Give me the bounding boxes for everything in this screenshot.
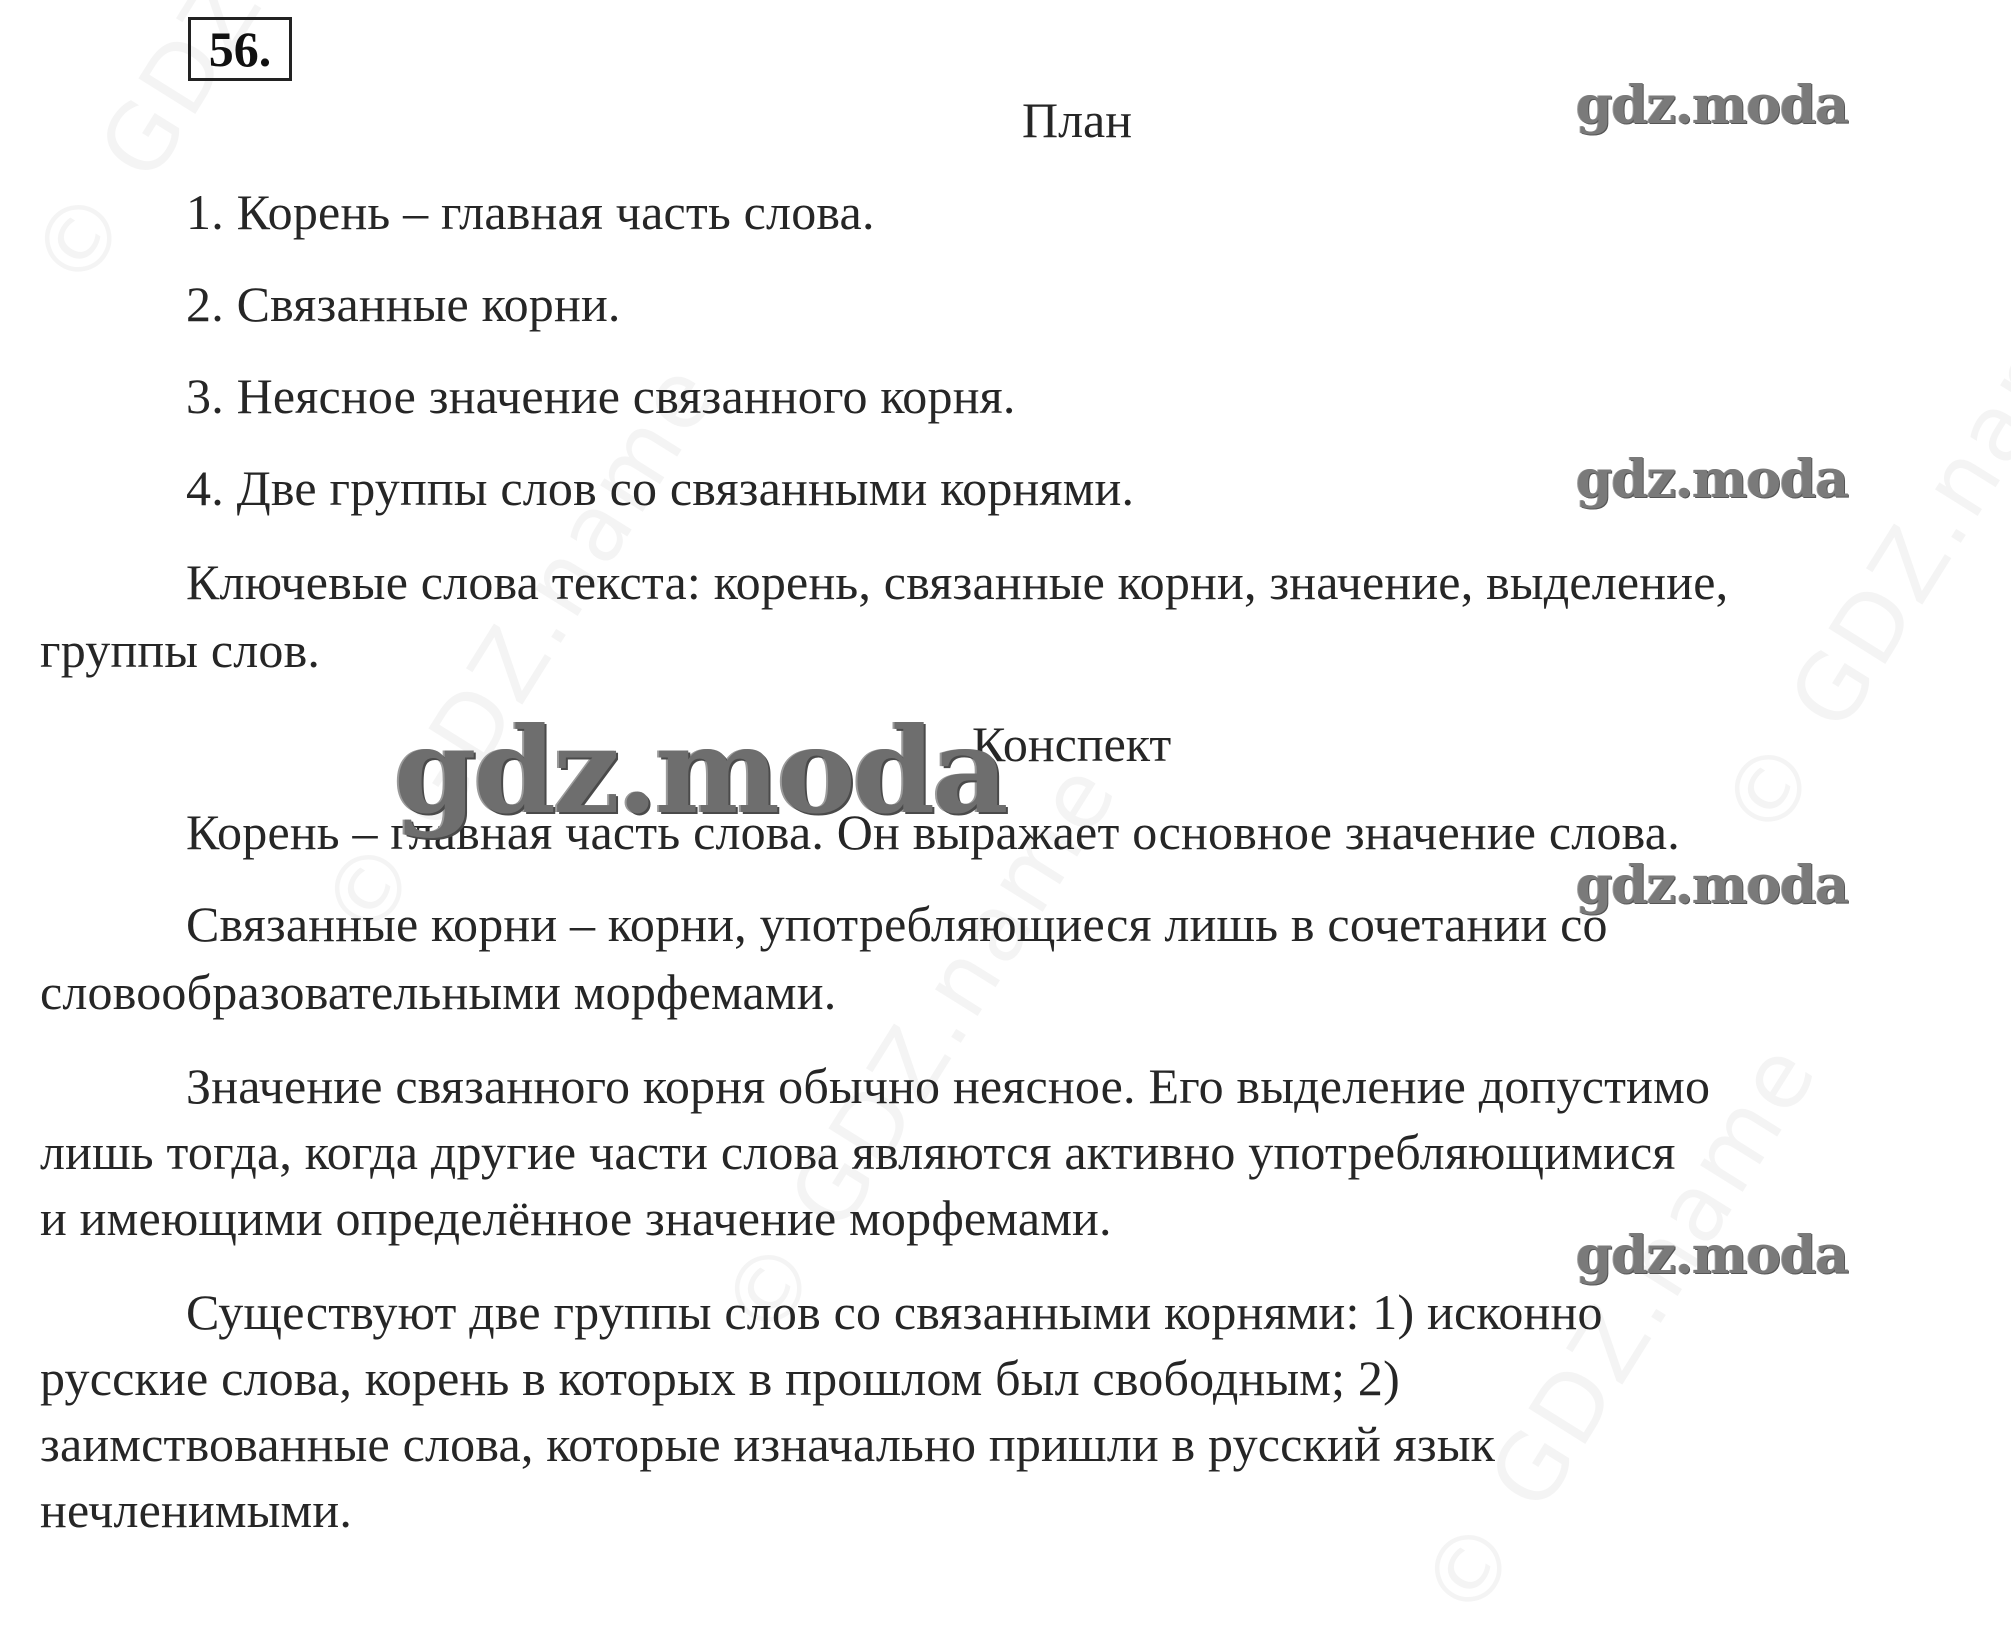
- keywords-line-2: группы слов.: [40, 622, 321, 678]
- brand-watermark-large: gdz.moda: [394, 701, 1006, 840]
- summary-paragraph-3-line-3: и имеющими определённое значение морфемами.: [40, 1190, 1112, 1246]
- summary-paragraph-3-line-1: Значение связанного корня обычно неясное. Его выделение допустимо: [186, 1058, 1711, 1114]
- summary-paragraph-4-line-4: нечленимыми.: [40, 1482, 353, 1538]
- plan-heading: План: [1022, 92, 1133, 148]
- diagonal-watermark: [1700, 243, 2011, 856]
- summary-paragraph-3-line-2: лишь тогда, когда другие части слова являются активно употребляющимися: [40, 1124, 1676, 1180]
- summary-paragraph-4-line-1: Существуют две группы слов со связанными корнями: 1) исконно: [186, 1284, 1603, 1340]
- exercise-number: 56.: [188, 17, 292, 81]
- brand-watermark: gdz.moda: [1576, 75, 1849, 136]
- summary-paragraph-2-line-2: словообразовательными морфемами.: [40, 964, 837, 1020]
- brand-watermark: gdz.moda: [1576, 449, 1849, 510]
- plan-item-1: 1. Корень – главная часть слова.: [186, 184, 875, 240]
- brand-watermark: gdz.moda: [1576, 1225, 1849, 1286]
- summary-paragraph-4-line-3: заимствованные слова, которые изначально пришли в русский язык: [40, 1416, 1496, 1472]
- plan-item-4: 4. Две группы слов со связанными корнями.: [186, 460, 1135, 516]
- plan-item-3: 3. Неясное значение связанного корня.: [186, 368, 1016, 424]
- summary-paragraph-4-line-2: русские слова, корень в которых в прошлом был свободным; 2): [40, 1350, 1400, 1406]
- brand-watermark: gdz.moda: [1576, 855, 1849, 916]
- summary-heading: Конспект: [972, 716, 1172, 772]
- keywords-line-1: Ключевые слова текста: корень, связанные корни, значение, выделение,: [186, 554, 1729, 610]
- summary-paragraph-1: Корень – главная часть слова. Он выражает основное значение слова.: [186, 804, 1680, 860]
- diagonal-watermark: [300, 343, 739, 956]
- plan-item-2: 2. Связанные корни.: [186, 276, 621, 332]
- summary-paragraph-2-line-1: Связанные корни – корни, употребляющиеся лишь в сочетании со: [186, 896, 1608, 952]
